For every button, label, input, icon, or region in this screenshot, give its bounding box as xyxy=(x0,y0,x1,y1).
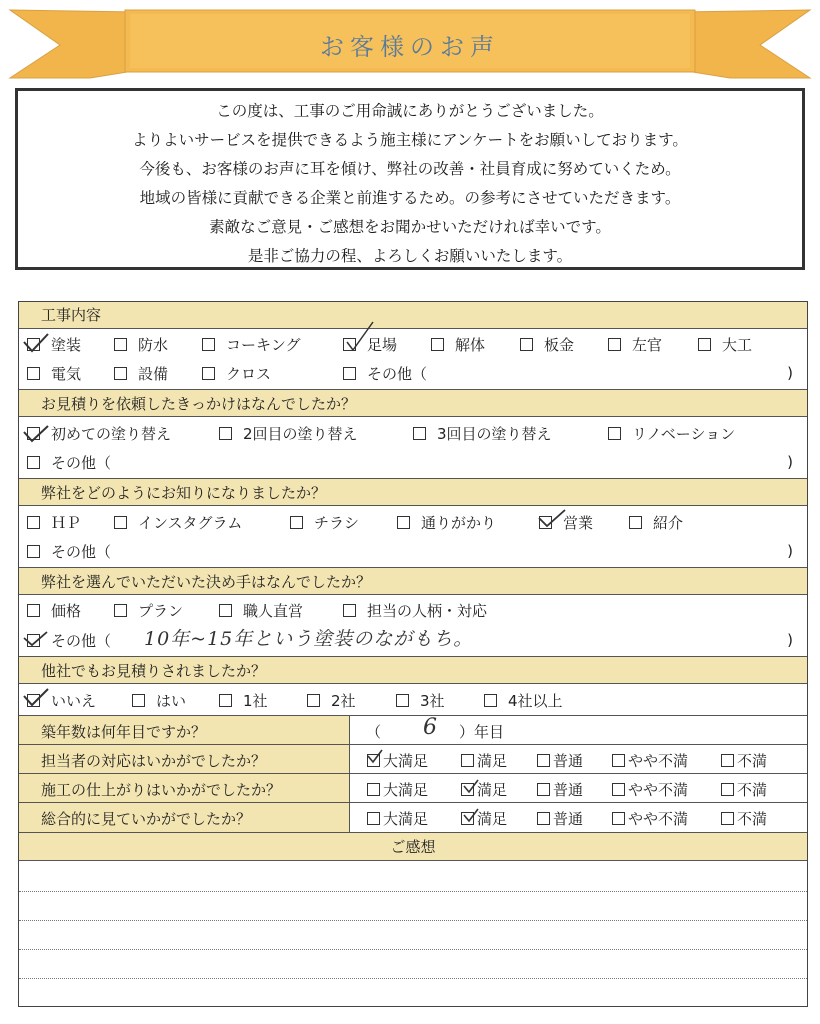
checkbox[interactable] xyxy=(461,754,474,767)
checkbox[interactable] xyxy=(413,427,426,440)
option-other[interactable]: その他（ xyxy=(27,541,111,562)
option-plan[interactable]: プラン xyxy=(114,600,183,621)
checkbox[interactable] xyxy=(307,694,320,707)
option-2-companies[interactable]: 2社 xyxy=(307,690,356,711)
option-price[interactable]: 価格 xyxy=(27,600,81,621)
section-header-work: 工事内容 xyxy=(19,302,807,329)
option-other[interactable]: その他（ xyxy=(343,363,427,384)
checkbox[interactable] xyxy=(537,754,550,767)
writing-line xyxy=(19,949,807,950)
checkbox[interactable] xyxy=(27,516,40,529)
option-first-repaint[interactable]: 初めての塗り替え xyxy=(27,423,171,444)
checkbox[interactable] xyxy=(608,338,621,351)
option-no[interactable]: いいえ xyxy=(27,690,96,711)
checkbox[interactable] xyxy=(114,516,127,529)
option-1-company[interactable]: 1社 xyxy=(219,690,268,711)
check-mark-icon xyxy=(21,687,51,709)
section-header-impressions: ご感想 xyxy=(19,832,807,861)
intro-line: この度は、工事のご用命誠にありがとうございました。 xyxy=(216,102,604,120)
option-toso[interactable]: 塗装 xyxy=(27,334,81,355)
checkbox[interactable] xyxy=(367,783,380,796)
rating-options-finish xyxy=(19,775,807,803)
banner-title: お客様のお声 xyxy=(320,33,500,61)
option-sakan[interactable]: 左官 xyxy=(608,334,662,355)
checkbox[interactable] xyxy=(629,516,642,529)
checkbox[interactable] xyxy=(721,783,734,796)
checkbox[interactable] xyxy=(396,694,409,707)
rating-satisfied[interactable]: 満足 xyxy=(461,750,507,771)
source-row-1 xyxy=(19,508,807,536)
rating-very-satisfied[interactable]: 大満足 xyxy=(367,808,428,829)
source-row-2 xyxy=(19,537,807,565)
option-bankin[interactable]: 板金 xyxy=(520,334,574,355)
rating-neutral[interactable]: 普通 xyxy=(537,808,583,829)
option-setsubi[interactable]: 設備 xyxy=(114,363,168,384)
handwritten-other-answer: 10年~15年という塗装のながもち。 xyxy=(144,628,474,650)
option-kaitai[interactable]: 解体 xyxy=(431,334,485,355)
option-cross[interactable]: クロス xyxy=(202,363,271,384)
checkbox[interactable] xyxy=(202,338,215,351)
rating-slightly-dissatisfied[interactable]: やや不満 xyxy=(612,779,688,800)
checkbox[interactable] xyxy=(612,783,625,796)
checkbox[interactable] xyxy=(27,456,40,469)
checkbox[interactable] xyxy=(219,427,232,440)
decision-row-2 xyxy=(19,626,807,654)
rating-satisfied[interactable]: 満足 xyxy=(461,779,507,800)
rating-neutral[interactable]: 普通 xyxy=(537,750,583,771)
rating-slightly-dissatisfied[interactable]: やや不満 xyxy=(612,808,688,829)
age-open-paren: （ xyxy=(366,723,382,741)
option-second-repaint[interactable]: 2回目の塗り替え xyxy=(219,423,358,444)
option-passing[interactable]: 通りがかり xyxy=(397,512,496,533)
option-instagram[interactable]: インスタグラム xyxy=(114,512,242,533)
option-flyer[interactable]: チラシ xyxy=(290,512,359,533)
check-mark-icon xyxy=(461,807,481,825)
checkbox[interactable] xyxy=(290,516,303,529)
divider xyxy=(19,802,807,803)
decision-row-1 xyxy=(19,596,807,624)
checkbox[interactable] xyxy=(114,604,127,617)
rating-dissatisfied[interactable]: 不満 xyxy=(721,779,767,800)
rating-dissatisfied[interactable]: 不満 xyxy=(721,808,767,829)
rating-very-satisfied[interactable]: 大満足 xyxy=(367,779,428,800)
checkbox[interactable] xyxy=(520,338,533,351)
writing-line xyxy=(19,978,807,979)
age-suffix: ）年目 xyxy=(459,723,505,741)
trigger-row-1 xyxy=(19,419,807,447)
option-staff-personality[interactable]: 担当の人柄・対応 xyxy=(343,600,487,621)
check-mark-icon xyxy=(21,422,51,444)
check-mark-icon xyxy=(461,778,481,796)
section-header-decision: 弊社を選んでいただいた決め手はなんでしたか？ xyxy=(19,567,807,595)
rating-question-finish: 施工の仕上がりはいかがでしたか？ xyxy=(41,781,282,799)
work-row-2 xyxy=(19,359,807,387)
check-mark-icon xyxy=(535,508,567,530)
checkbox[interactable] xyxy=(537,783,550,796)
checkbox[interactable] xyxy=(608,427,621,440)
checkbox[interactable] xyxy=(537,812,550,825)
survey-form xyxy=(18,301,808,1007)
rating-options-overall xyxy=(19,804,807,832)
close-paren: ) xyxy=(787,453,793,471)
intro-line: 是非ご協力の程、よろしくお願いいたします。 xyxy=(247,247,573,265)
rating-neutral[interactable]: 普通 xyxy=(537,779,583,800)
checkbox[interactable] xyxy=(612,812,625,825)
checkbox[interactable] xyxy=(219,604,232,617)
check-mark-icon xyxy=(21,332,51,354)
option-bousui[interactable]: 防水 xyxy=(114,334,168,355)
checkbox[interactable] xyxy=(27,545,40,558)
checkbox[interactable] xyxy=(202,367,215,380)
checkbox[interactable] xyxy=(219,694,232,707)
checkbox[interactable] xyxy=(612,754,625,767)
option-other[interactable]: その他（ xyxy=(27,630,111,651)
section-header-others: 他社でもお見積りされましたか？ xyxy=(19,656,807,684)
checkbox[interactable] xyxy=(114,338,127,351)
option-craftsman[interactable]: 職人直営 xyxy=(219,600,303,621)
checkbox[interactable] xyxy=(367,812,380,825)
intro-box xyxy=(15,88,805,270)
check-mark-icon xyxy=(339,320,379,354)
option-4-plus-companies[interactable]: 4社以上 xyxy=(484,690,563,711)
option-third-repaint[interactable]: 3回目の塗り替え xyxy=(413,423,552,444)
rating-question-overall: 総合的に見ていかがでしたか？ xyxy=(41,810,252,828)
option-referral[interactable]: 紹介 xyxy=(629,512,683,533)
option-denki[interactable]: 電気 xyxy=(27,363,81,384)
checkbox[interactable] xyxy=(397,516,410,529)
option-caulking[interactable]: コーキング xyxy=(202,334,301,355)
checkbox[interactable] xyxy=(27,367,40,380)
checkbox[interactable] xyxy=(698,338,711,351)
option-other[interactable]: その他（ xyxy=(27,452,111,473)
work-row-1 xyxy=(19,330,807,358)
intro-line: 今後も、お客様のお声に耳を傾け、弊社の改善・社員育成に努めていくため。 xyxy=(139,160,681,178)
check-mark-icon xyxy=(365,748,385,766)
option-hp[interactable]: ＨＰ xyxy=(27,512,81,533)
checkbox[interactable] xyxy=(27,604,40,617)
writing-line xyxy=(19,920,807,921)
rating-options-staff xyxy=(19,746,807,774)
close-paren: ) xyxy=(787,542,793,560)
trigger-row-2 xyxy=(19,448,807,476)
rating-satisfied[interactable]: 満足 xyxy=(461,808,507,829)
option-renovation[interactable]: リノベーション xyxy=(608,423,735,444)
age-question: 築年数は何年目ですか？ xyxy=(41,723,207,741)
option-3-companies[interactable]: 3社 xyxy=(396,690,445,711)
checkbox[interactable] xyxy=(484,694,497,707)
rating-slightly-dissatisfied[interactable]: やや不満 xyxy=(612,750,688,771)
intro-line: 素敵なご意見・ご感想をお聞かせいただければ幸いです。 xyxy=(209,218,611,236)
checkbox[interactable] xyxy=(721,754,734,767)
checkbox[interactable] xyxy=(343,604,356,617)
option-ashiba[interactable]: 足場 xyxy=(343,334,397,355)
checkbox[interactable] xyxy=(132,694,145,707)
close-paren: ) xyxy=(787,631,793,649)
divider xyxy=(19,773,807,774)
checkbox[interactable] xyxy=(343,367,356,380)
rating-question-staff: 担当者の対応はいかがでしたか？ xyxy=(41,752,267,770)
close-paren: ) xyxy=(787,364,793,382)
checkbox[interactable] xyxy=(721,812,734,825)
others-row-1 xyxy=(19,686,807,714)
rating-dissatisfied[interactable]: 不満 xyxy=(721,750,767,771)
section-header-trigger: お見積りを依頼したきっかけはなんでしたか？ xyxy=(19,389,807,417)
checkbox[interactable] xyxy=(114,367,127,380)
rating-very-satisfied[interactable]: 大満足 xyxy=(367,750,428,771)
writing-line xyxy=(19,891,807,892)
divider xyxy=(19,744,807,745)
intro-line: よりよいサービスを提供できるよう施主様にアンケートをお願いしております。 xyxy=(132,131,688,149)
checkbox[interactable] xyxy=(431,338,444,351)
option-yes[interactable]: はい xyxy=(132,690,186,711)
section-header-source: 弊社をどのようにお知りになりましたか？ xyxy=(19,478,807,506)
option-daiku[interactable]: 大工 xyxy=(698,334,752,355)
age-value[interactable]: 6 xyxy=(423,715,437,740)
check-mark-icon xyxy=(21,629,51,649)
intro-line: 地域の皆様に貢献できる企業と前進するため。の参考にさせていただきます。 xyxy=(139,189,681,207)
option-sales[interactable]: 営業 xyxy=(539,512,593,533)
